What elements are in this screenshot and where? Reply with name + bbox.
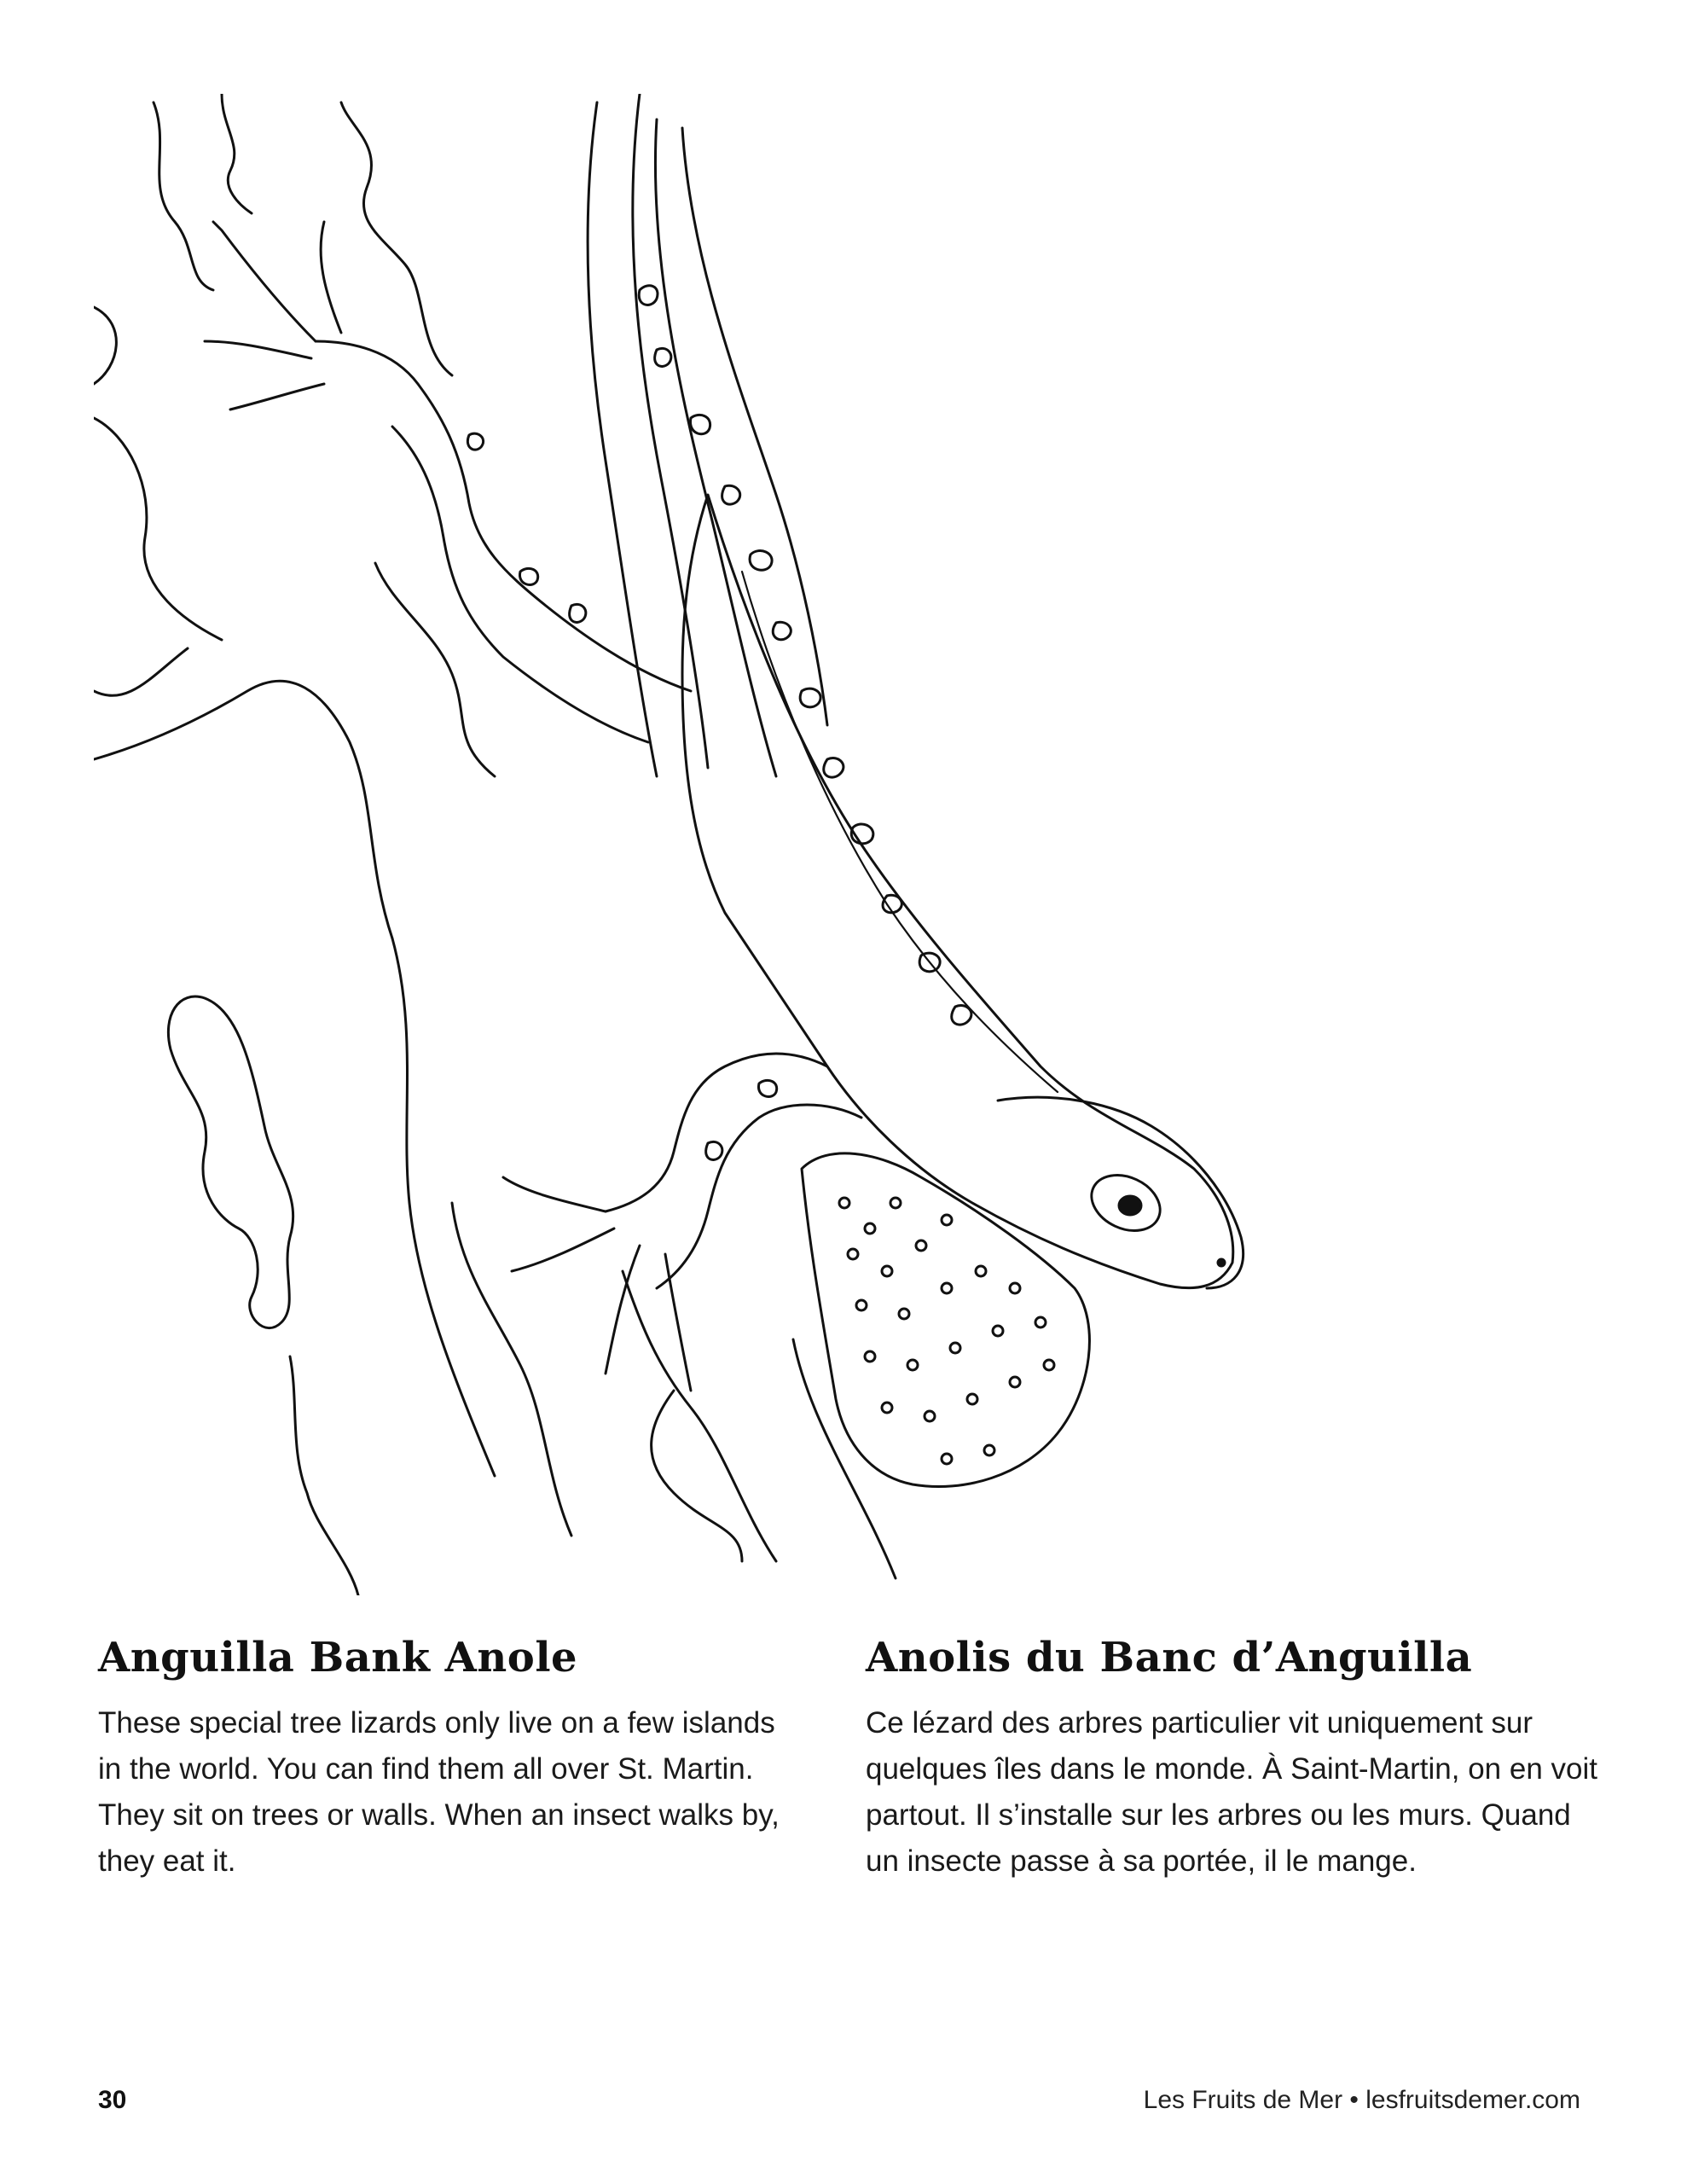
bark-line bbox=[94, 307, 116, 384]
toe bbox=[665, 1254, 691, 1391]
front-leg-upper bbox=[316, 341, 691, 691]
body-stripe bbox=[742, 572, 1058, 1092]
english-section bbox=[98, 1634, 806, 1885]
toe bbox=[205, 341, 311, 358]
bark-line bbox=[341, 102, 452, 375]
front-leg-lower bbox=[606, 1054, 827, 1211]
bark-line bbox=[290, 1356, 358, 1595]
body-spots bbox=[467, 286, 971, 1160]
english-title: Anguilla Bank Anole bbox=[98, 1634, 578, 1682]
bark-line bbox=[94, 648, 188, 695]
french-body: Ce lézard des arbres particulier vit uniquement sur quelques îles dans le monde. À Saint-Martin, on en voit partout. Il s’installe sur les arbres ou les murs. Quand un insecte passe à sa portée, il le mange. bbox=[866, 1706, 1597, 1878]
tail-line bbox=[633, 94, 708, 768]
toe bbox=[503, 1177, 606, 1211]
bark-line bbox=[222, 94, 252, 213]
tail-line bbox=[655, 119, 776, 776]
toe bbox=[213, 222, 316, 341]
tail-line bbox=[682, 128, 827, 725]
footer-credit: Les Fruits de Mer • lesfruitsdemer.com bbox=[1143, 2086, 1580, 2114]
nostril bbox=[1218, 1259, 1225, 1266]
eye bbox=[1119, 1196, 1141, 1215]
bark-line bbox=[392, 938, 495, 1476]
toe bbox=[230, 384, 324, 410]
french-section bbox=[866, 1634, 1608, 1885]
bark-line bbox=[94, 681, 392, 938]
toe bbox=[321, 222, 341, 333]
bark-line bbox=[94, 418, 222, 640]
bark-line bbox=[452, 1203, 571, 1536]
lizard-line-art bbox=[94, 94, 1288, 1595]
toe bbox=[606, 1246, 640, 1374]
toe bbox=[512, 1228, 614, 1271]
lizard-illustration bbox=[94, 94, 1288, 1595]
bark-line bbox=[793, 1339, 896, 1578]
front-leg-lower bbox=[657, 1105, 861, 1288]
french-title: Anolis du Banc d’Anguilla bbox=[866, 1634, 1473, 1682]
body-outline bbox=[682, 495, 1233, 1288]
tail-line bbox=[588, 102, 657, 776]
english-body: These special tree lizards only live on a few islands in the world. You can find them all over St. Martin. They sit on trees or walls. When an insect walks by, they eat it. bbox=[98, 1706, 780, 1878]
bark-line bbox=[168, 996, 293, 1328]
bark-line bbox=[375, 563, 495, 776]
bark-line bbox=[154, 102, 213, 290]
head-outline bbox=[998, 1097, 1244, 1288]
bark-line bbox=[623, 1271, 776, 1561]
page-number: 30 bbox=[98, 2086, 127, 2114]
dewlap-dots bbox=[839, 1198, 1054, 1464]
